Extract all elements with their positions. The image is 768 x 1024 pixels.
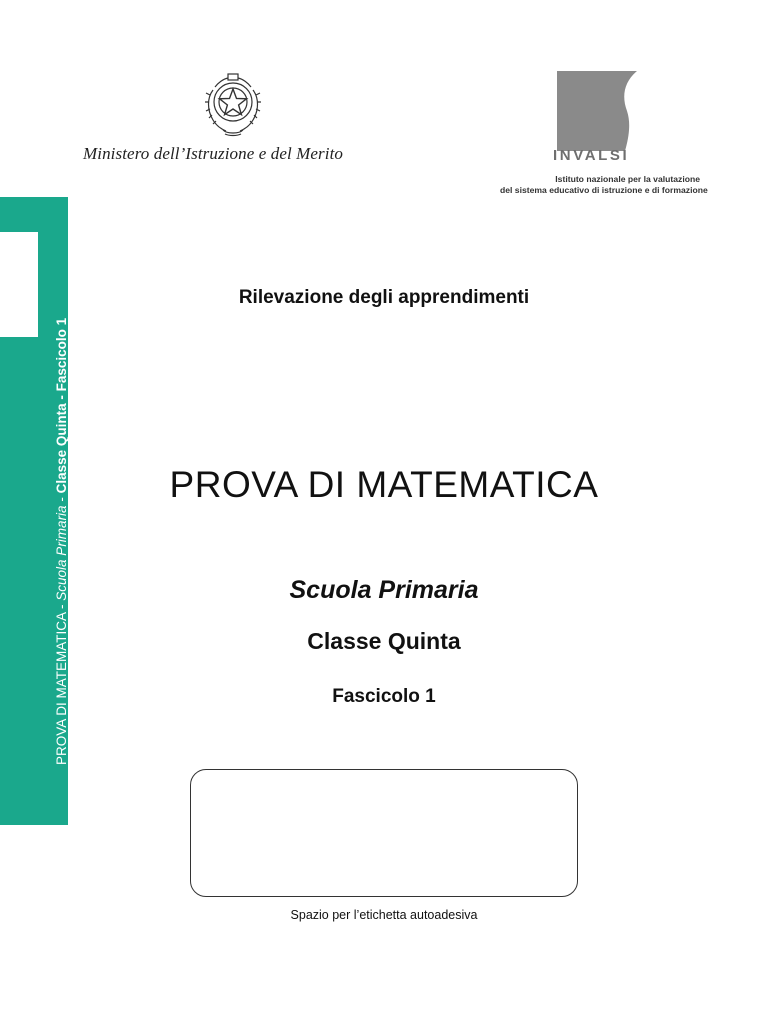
invalsi-desc-line1: Istituto nazionale per la valutazione <box>555 174 700 184</box>
booklet-number: Fascicolo 1 <box>332 686 436 707</box>
test-title: PROVA DI MATEMATICA <box>169 464 599 505</box>
side-text-class: Classe Quinta - Fascicolo 1 <box>54 317 69 494</box>
survey-title: Rilevazione degli apprendimenti <box>238 287 530 308</box>
class-level: Classe Quinta <box>307 628 461 654</box>
side-text-school: Scuola Primaria <box>54 505 69 601</box>
sticker-label-box <box>190 769 578 897</box>
school-level: Scuola Primaria <box>289 576 479 604</box>
invalsi-name: INVALSI <box>553 147 630 164</box>
italian-republic-emblem-icon <box>201 70 265 140</box>
ministry-name: Ministero dell’Istruzione e del Merito <box>83 144 344 163</box>
invalsi-description <box>500 174 708 196</box>
invalsi-logo-icon <box>555 71 640 151</box>
side-text-separator: - <box>54 493 69 506</box>
side-band-notch <box>0 232 38 337</box>
side-text-test: PROVA DI MATEMATICA - <box>54 600 69 765</box>
invalsi-desc-line2: del sistema educativo di istruzione e di formazione <box>500 185 708 195</box>
sticker-label-caption: Spazio per l’etichetta autoadesiva <box>290 908 478 922</box>
